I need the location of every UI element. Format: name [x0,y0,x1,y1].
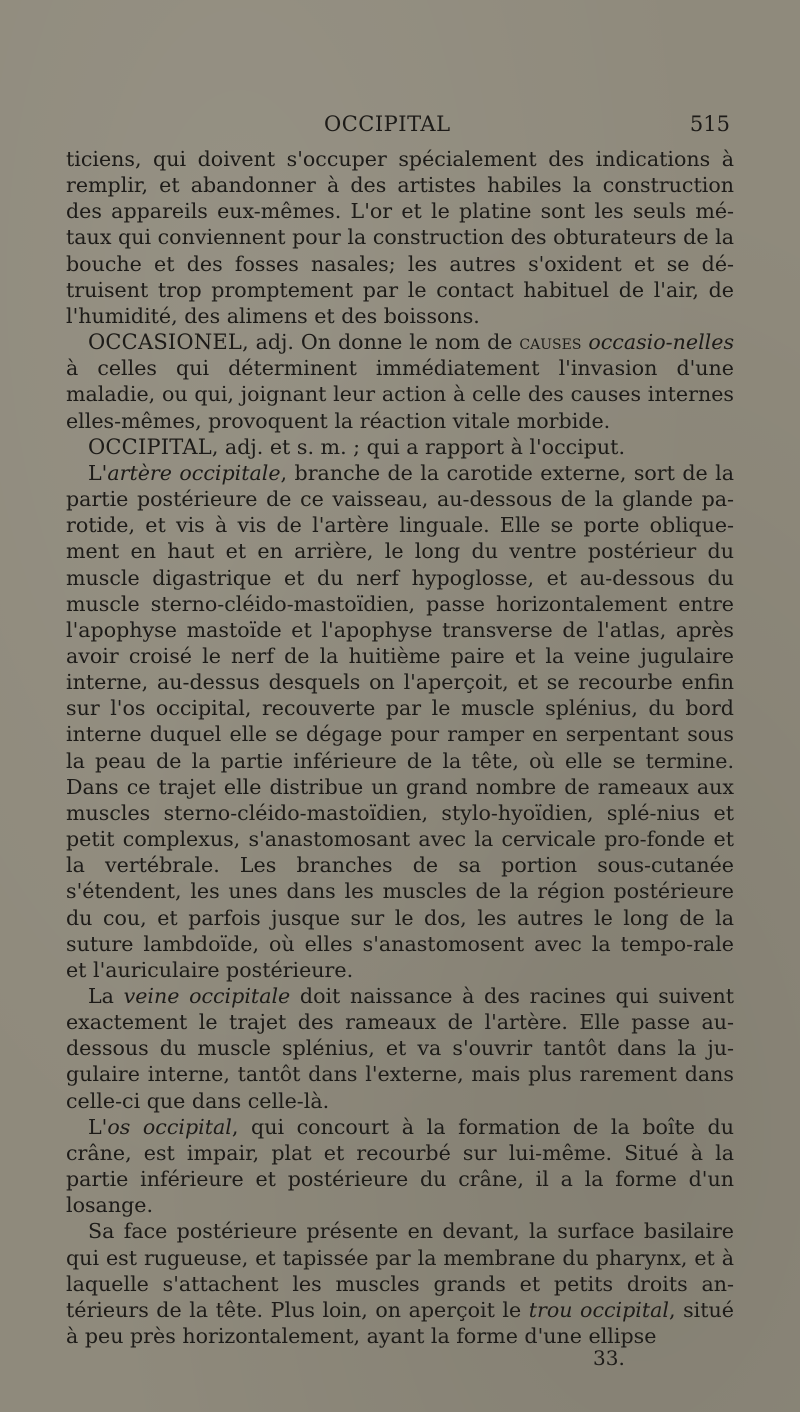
paragraph-text: Sa face postérieure présente en devant, la surface basilaire qui est rugueuse, et tapissée par la membrane du pharynx, et à laquelle s'attachent les muscles grands et petits droits an-térieurs de la tête. Plus loin, on aperçoit le [66,1219,734,1322]
signature-mark: 33. [593,1346,625,1370]
paragraph-face [66,1218,734,1349]
body-text [66,146,734,1349]
paragraph-continuation [66,146,734,329]
entry-occasionel [66,329,734,434]
headword-occipital: OCCIPITAL [88,434,212,459]
paragraph-veine [66,983,734,1114]
paragraph-lead: L' [88,460,108,485]
paragraph-artere [66,460,734,983]
italic-term: trou occipital [528,1297,670,1322]
italic-term: veine occipitale [123,984,291,1008]
paragraph-text: , branche de la carotide externe, sort de la partie postérieure de ce vaisseau, au-dessous de la glande pa-rotide, et vis à vis de l'artère linguale. Elle se porte oblique-ment en haut et en arrière, le long du ventre postérieur du muscle digastrique et du nerf hypoglosse, et au-dessous du muscle sterno-cléido-mastoïdien, passe horizontalement entre l'apophyse mastoïde et l'apophyse transverse de l'atlas, après avoir croisé le nerf de la huitième paire et la veine jugulaire interne, au-dessus desquels on l'aperçoit, et se recourbe enfin sur l'os occipital, recouverte par le muscle splénius, du bord interne duquel elle se dégage pour ramper en serpentant sous la peau de la partie inférieure de la tête, où elle se termine. Dans ce trajet elle distribue un grand nombre de rameaux aux muscles sterno-cléido-mastoïdien, stylo-hyoïdien, splé-nius et petit complexus, s'anastomosant avec la cervicale pro-fonde et la vertébrale. Les branches de sa portion sous-cutanée s'étendent, les unes dans les muscles de la région postérieure du cou, et parfois jusque sur le dos, les autres le long de la suture lambdoïde, où elles s'anastomosent avec la tempo-rale et l'auriculaire postérieure. [66,460,735,982]
paragraph-lead: L' [88,1114,108,1139]
entry-text: , adj. et s. m. ; qui a rapport à l'occiput. [211,434,625,459]
italic-term: occasio-nelles [588,330,735,355]
running-head [66,112,734,142]
entry-text: , adj. On donne le nom de [242,330,520,355]
italic-term: os occipital [107,1114,232,1139]
paragraph-lead: La [88,984,124,1008]
entry-text: à celles qui déterminent immédiatement l'invasion d'une maladie, ou qui, joignant leur action à celle des causes internes elles-mêmes, provoquent la réaction vitale morbide. [66,356,734,433]
book-page [66,112,734,1392]
paragraph-text: , qui concourt à la formation de la boîte du crâne, est impair, plat et recourbé sur lui-même. Situé à la partie inférieure et postérieure du crâne, il a la forme d'un losange. [66,1114,734,1218]
paragraph-text: ticiens, qui doivent s'occuper spécialement des indications à remplir, et abandonner à des artistes habiles la construction des appareils eux-mêmes. L'or et le platine sont les seuls mé-taux qui conviennent pour la construction des obturateurs de la bouche et des fosses nasales; les autres s'oxident et se dé-truisent trop promptement par le contact habituel de l'air, de l'humidité, des alimens et des boissons. [66,147,734,328]
running-head-title: OCCIPITAL [324,112,451,136]
small-caps-term: causes [519,330,582,355]
paragraph-text: doit naissance à des racines qui suivent exactement le trajet des rameaux de l'artère. Elle passe au-dessous du muscle splénius, et va s'ouvrir tantôt dans la ju-gulaire interne, tantôt dans l'externe, mais plus rarement dans celle-ci que dans celle-là. [66,984,734,1113]
paragraph-os [66,1114,734,1219]
entry-occipital [66,434,734,460]
italic-term: artère occipitale [107,460,281,485]
paragraph-text: , situé à peu près horizontalement, ayant la forme d'une ellipse [66,1297,734,1349]
headword-occasionel: OCCASIONEL [88,330,243,355]
page-number: 515 [689,112,730,136]
